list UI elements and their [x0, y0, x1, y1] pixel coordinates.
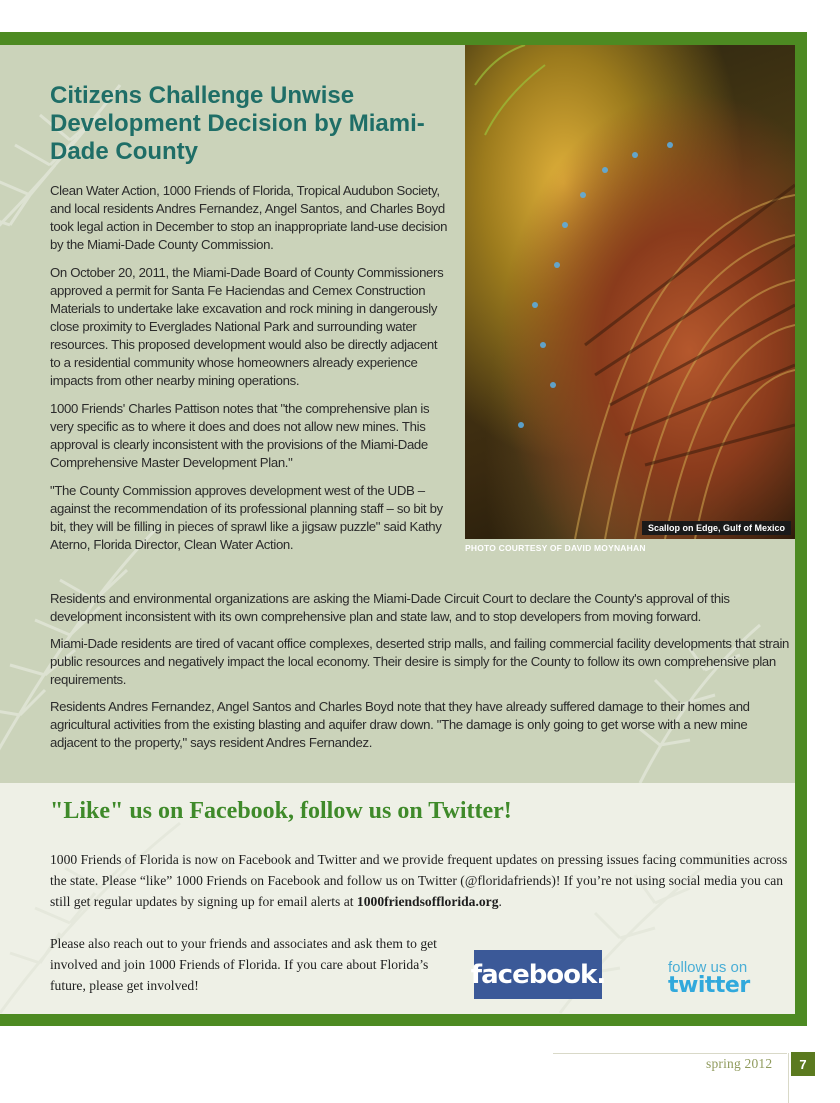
photo-credit: PHOTO COURTESY OF DAVID MOYNAHAN	[465, 543, 646, 553]
article-wide-text	[50, 590, 790, 761]
article-headline: Citizens Challenge Unwise Development Decision by Miami-Dade County	[50, 82, 425, 165]
article-paragraph: Residents Andres Fernandez, Angel Santos and Charles Boyd note that they have already suffered damage to their homes and agricultural activities from the existing blasting and aquifer draw down. "The damage is only going to get worse with a new mine adjacent to the property," says resident Andres Fernandez.	[50, 699, 750, 750]
twitter-wordmark: twitter	[668, 973, 750, 998]
social-headline: "Like" us on Facebook, follow us on Twitter!	[50, 798, 512, 824]
footer-vertical-divider	[788, 1053, 789, 1103]
issue-season: spring 2012	[706, 1056, 773, 1071]
website-link[interactable]: 1000friendsofflorida.org	[356, 894, 499, 909]
twitter-logo[interactable]	[668, 960, 764, 997]
article-column-text	[50, 182, 450, 564]
social-paragraph-1	[50, 849, 790, 912]
article-paragraph: Residents and environmental organizations are asking the Miami-Dade Circuit Court to declare the County's approval of this development inconsistent with its own comprehensive plan and state law, and to stop developers from moving forward.	[50, 591, 730, 624]
footer-divider	[553, 1053, 787, 1054]
article-paragraph: "The County Commission approves development west of the UDB – against the recommendation of its professional planning staff – so bit by bit, they will be filling in pieces of sprawl like a jigsaw puzzle" said Kathy Aterno, Florida Director, Clean Water Action.	[50, 483, 443, 552]
twitter-follow-text: follow us on	[668, 959, 748, 976]
scallop-photo	[465, 45, 795, 539]
article-paragraph: Clean Water Action, 1000 Friends of Florida, Tropical Audubon Society, and local residents Andres Fernandez, Angel Santos, and Charles Boyd took legal action in December to stop an inappropriate land-use decision by the Miami-Dade County Commission.	[50, 183, 448, 252]
social-paragraph-1-text: 1000 Friends of Florida is now on Facebook and Twitter and we provide frequent updates on pressing issues facing communities across the state. Please “like” 1000 Friends on Facebook and follow us on Twitter (@floridafriends)! If you’re not using social media you can still get regular updates by signing up for email alerts at	[50, 852, 788, 909]
article-paragraph: Miami-Dade residents are tired of vacant office complexes, deserted strip malls, and failing commercial facility developments that strain public resources and negatively impact the local economy. Their desire is simply for the County to follow its own comprehensive plan requirements.	[50, 636, 790, 687]
page-number: 7	[791, 1052, 815, 1076]
social-paragraph-1-end: .	[498, 894, 502, 909]
article-paragraph: On October 20, 2011, the Miami-Dade Board of County Commissioners approved a permit for Santa Fe Haciendas and Cemex Construction Materials to undertake lake excavation and rock mining in dangerously close proximity to Everglades National Park and surrounding water resources. This proposed development would also be directly adjacent to a residential community whose homeowners already experience impacts from other nearby mining operations.	[50, 265, 444, 388]
facebook-logo[interactable]: facebook.	[474, 950, 602, 999]
photo-caption: Scallop on Edge, Gulf of Mexico	[642, 521, 791, 535]
scallop-shell-illustration	[465, 45, 795, 539]
article-paragraph: 1000 Friends' Charles Pattison notes that "the comprehensive plan is very specific as to where it does and does not allow new mines. This approval is clearly inconsistent with the provisions of the Miami-Dade Comprehensive Master Development Plan."	[50, 401, 430, 470]
social-paragraph-2: Please also reach out to your friends and associates and ask them to get involved and join 1000 Friends of Florida. If you care about Florida’s future, please get involved!	[50, 936, 437, 993]
